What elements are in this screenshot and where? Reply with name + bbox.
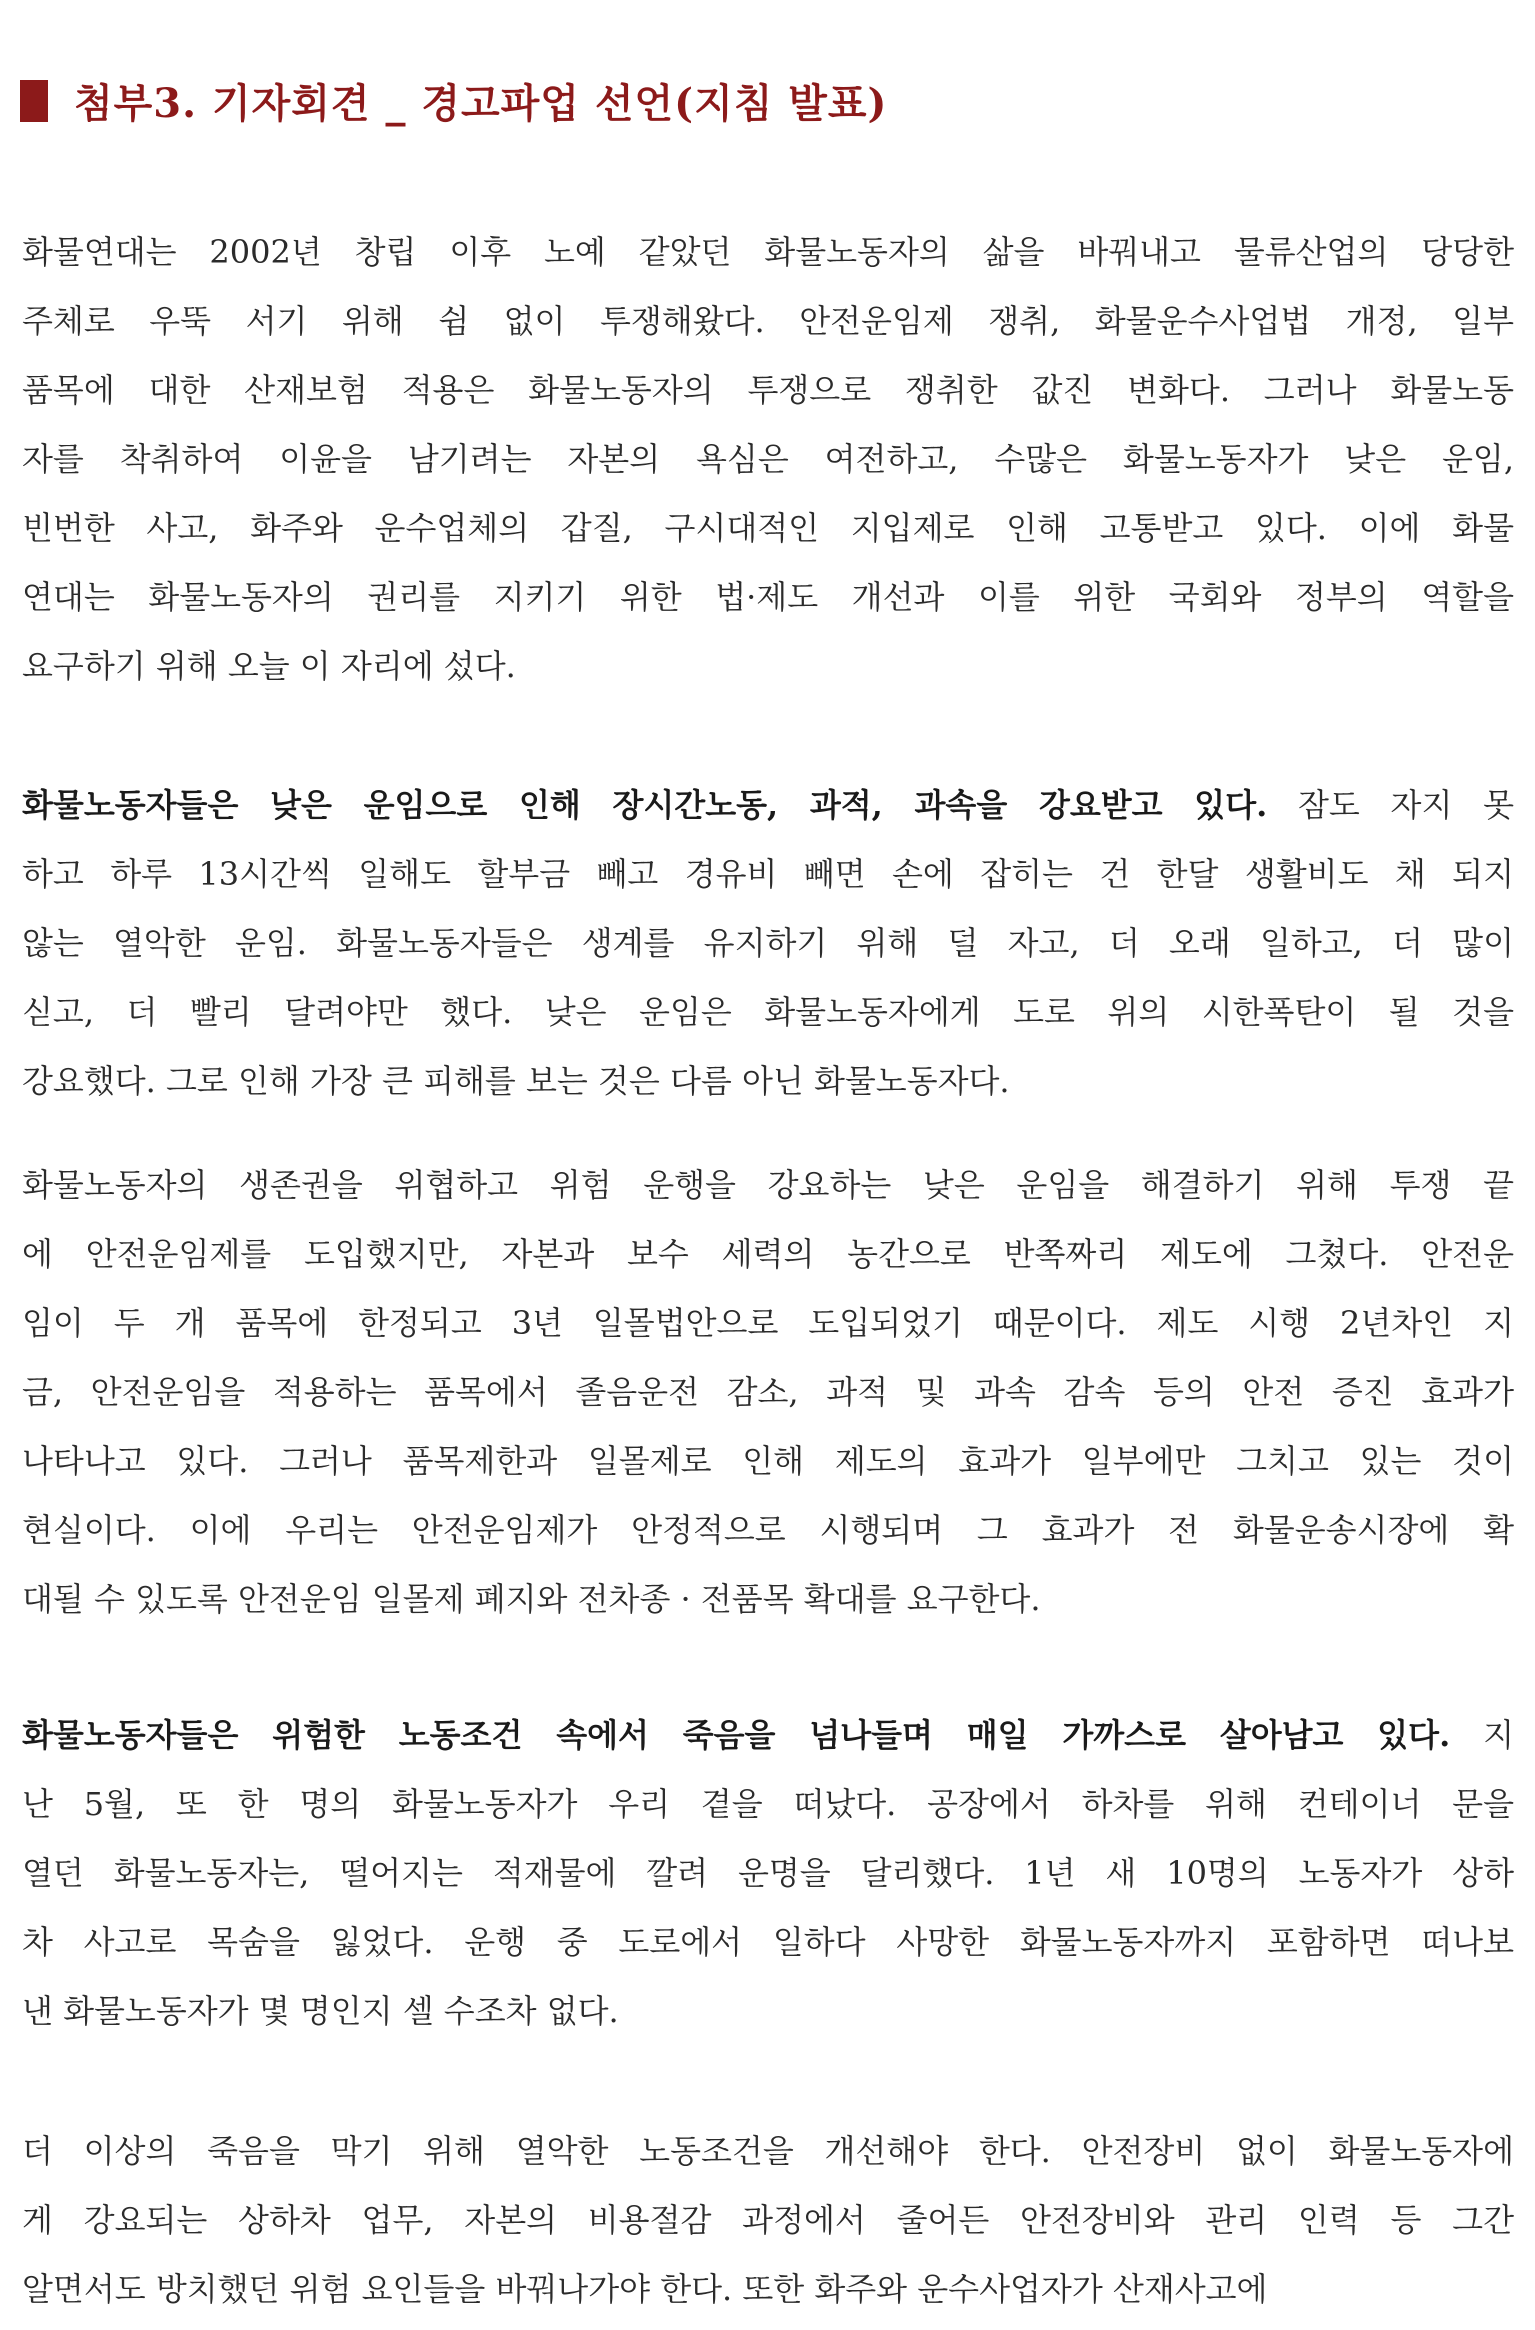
bold-text-segment: 화물노동자들은 낮은 운임으로 인해 장시간노동, 과적, 과속을 강요받고 있다. [22, 786, 1268, 824]
text-line [22, 2255, 1514, 2324]
text-line [22, 1908, 1514, 1977]
text-line [22, 2186, 1514, 2255]
bold-text-segment: 화물노동자들은 위험한 노동조건 속에서 죽음을 넘나들며 매일 가까스로 살아남고 있다. [22, 1716, 1451, 1754]
text-segment: 낸 화물노동자가 몇 명인지 셀 수조차 없다. [22, 1992, 619, 2030]
text-line [22, 563, 1514, 632]
text-line [22, 978, 1514, 1047]
text-segment: 현실이다. 이에 우리는 안전운임제가 안정적으로 시행되며 그 효과가 전 화물운송시장에 확 [22, 1511, 1514, 1549]
text-segment: 금, 안전운임을 적용하는 품목에서 졸음운전 감소, 과적 및 과속 감속 등의 안전 증진 효과가 [22, 1373, 1514, 1411]
paragraph [22, 1151, 1514, 1634]
text-line [22, 1701, 1514, 1770]
paragraph [22, 218, 1514, 701]
text-line [22, 425, 1514, 494]
text-line [22, 1770, 1514, 1839]
text-segment: 에 안전운임제를 도입했지만, 자본과 보수 세력의 농간으로 반쪽짜리 제도에 그쳤다. 안전운 [22, 1235, 1514, 1273]
text-segment: 화물연대는 2002년 창립 이후 노예 같았던 화물노동자의 삶을 바꿔내고 물류산업의 당당한 [22, 233, 1514, 271]
text-segment: 나타나고 있다. 그러나 품목제한과 일몰제로 인해 제도의 효과가 일부에만 그치고 있는 것이 [22, 1442, 1514, 1480]
text-segment: 게 강요되는 상하차 업무, 자본의 비용절감 과정에서 줄어든 안전장비와 관리 인력 등 그간 [22, 2201, 1514, 2239]
paragraph [22, 2117, 1514, 2324]
text-segment: 열던 화물노동자는, 떨어지는 적재물에 깔려 운명을 달리했다. 1년 새 10명의 노동자가 상하 [22, 1854, 1514, 1892]
text-segment: 지 [1450, 1716, 1514, 1754]
text-line [22, 1977, 1514, 2046]
text-segment: 임이 두 개 품목에 한정되고 3년 일몰법안으로 도입되었기 때문이다. 제도 시행 2년차인 지 [22, 1304, 1514, 1342]
text-line [22, 1427, 1514, 1496]
text-segment: 차 사고로 목숨을 잃었다. 운행 중 도로에서 일하다 사망한 화물노동자까지 포함하면 떠나보 [22, 1923, 1514, 1961]
text-line [22, 632, 1514, 701]
paragraph [22, 771, 1514, 1116]
text-segment: 싣고, 더 빨리 달려야만 했다. 낮은 운임은 화물노동자에게 도로 위의 시한폭탄이 될 것을 [22, 993, 1514, 1031]
text-line [22, 1220, 1514, 1289]
section-header [20, 72, 887, 129]
text-segment: 연대는 화물노동자의 권리를 지키기 위한 법·제도 개선과 이를 위한 국회와 정부의 역할을 [22, 578, 1514, 616]
text-line [22, 1839, 1514, 1908]
text-line [22, 287, 1514, 356]
text-segment: 대될 수 있도록 안전운임 일몰제 폐지와 전차종 · 전품목 확대를 요구한다. [22, 1580, 1041, 1618]
text-line [22, 356, 1514, 425]
text-line [22, 1565, 1514, 1634]
page-title: 첨부3. 기자회견 _ 경고파업 선언(지침 발표) [74, 80, 888, 127]
text-segment: 강요했다. 그로 인해 가장 큰 피해를 보는 것은 다름 아닌 화물노동자다. [22, 1062, 1010, 1100]
text-line [22, 1289, 1514, 1358]
text-segment: 주체로 우뚝 서기 위해 쉼 없이 투쟁해왔다. 안전운임제 쟁취, 화물운수사업법 개정, 일부 [22, 302, 1514, 340]
text-segment: 않는 열악한 운임. 화물노동자들은 생계를 유지하기 위해 덜 자고, 더 오래 일하고, 더 많이 [22, 924, 1514, 962]
text-segment: 요구하기 위해 오늘 이 자리에 섰다. [22, 647, 516, 685]
text-segment: 자를 착취하여 이윤을 남기려는 자본의 욕심은 여전하고, 수많은 화물노동자가 낮은 운임, [22, 440, 1514, 478]
text-segment: 화물노동자의 생존권을 위협하고 위험 운행을 강요하는 낮은 운임을 해결하기 위해 투쟁 끝 [22, 1166, 1514, 1204]
text-line [22, 840, 1514, 909]
text-line [22, 494, 1514, 563]
text-line [22, 1151, 1514, 1220]
paragraph [22, 1701, 1514, 2046]
text-line [22, 218, 1514, 287]
text-line [22, 1496, 1514, 1565]
text-segment: 품목에 대한 산재보험 적용은 화물노동자의 투쟁으로 쟁취한 값진 변화다. 그러나 화물노동 [22, 371, 1514, 409]
text-segment: 빈번한 사고, 화주와 운수업체의 갑질, 구시대적인 지입제로 인해 고통받고 있다. 이에 화물 [22, 509, 1514, 547]
text-line [22, 771, 1514, 840]
text-line [22, 1358, 1514, 1427]
text-segment: 난 5월, 또 한 명의 화물노동자가 우리 곁을 떠났다. 공장에서 하차를 위해 컨테이너 문을 [22, 1785, 1514, 1823]
text-segment: 잠도 자지 못 [1267, 786, 1514, 824]
text-segment: 하고 하루 13시간씩 일해도 할부금 빼고 경유비 빼면 손에 잡히는 건 한달 생활비도 채 되지 [22, 855, 1514, 893]
text-line [22, 2117, 1514, 2186]
title-marker-square [20, 80, 48, 122]
text-segment: 알면서도 방치했던 위험 요인들을 바꿔나가야 한다. 또한 화주와 운수사업자가 산재사고에 [22, 2270, 1268, 2308]
text-line [22, 909, 1514, 978]
text-line [22, 1047, 1514, 1116]
text-segment: 더 이상의 죽음을 막기 위해 열악한 노동조건을 개선해야 한다. 안전장비 없이 화물노동자에 [22, 2132, 1514, 2170]
